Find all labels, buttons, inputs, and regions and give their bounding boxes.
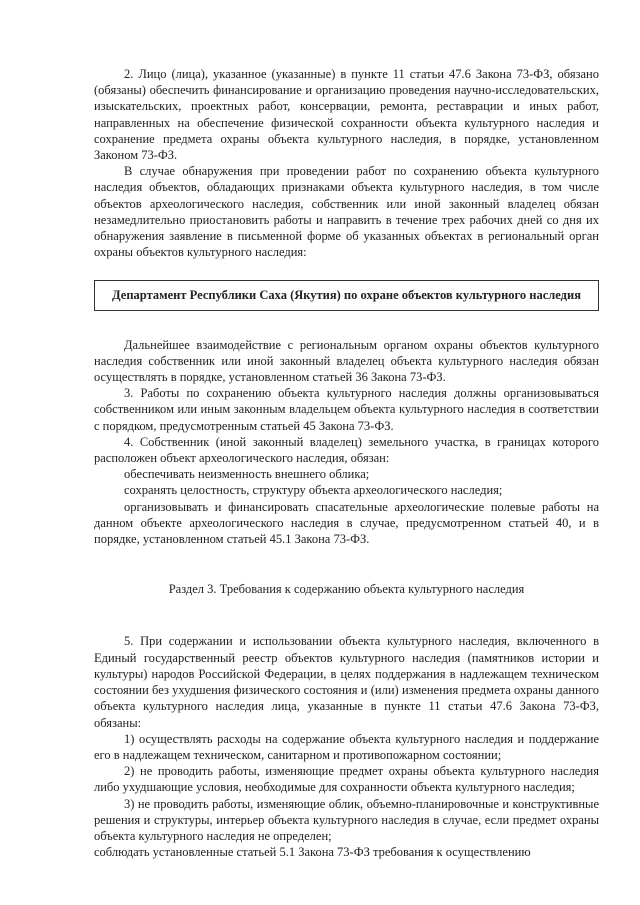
document-body — [94, 66, 599, 860]
paragraph-2: 2. Лицо (лица), указанное (указанные) в пункте 11 статьи 47.6 Закона 73-ФЗ, обязано (обязаны) обеспечить финансирование и организацию проведения научно-исследовательских, изыскательских, проектных работ, консервации, ремонта, реставрации и иных работ, направленных на обеспечение физической сохранности объекта культурного наследия и сохранение предмета охраны объекта культурного наследия, в порядке, установленном Законом 73-ФЗ. — [94, 67, 599, 163]
authority-title: Департамент Республики Саха (Якутия) по охране объектов культурного наследия — [112, 288, 581, 303]
section-heading: Раздел 3. Требования к содержанию объекта культурного наследия — [168, 582, 525, 597]
list-item: 2) не проводить работы, изменяющие предмет охраны объекта культурного наследия либо ухудшающие условия, необходимые для сохранности объекта культурного наследия; — [94, 764, 599, 795]
list-item: сохранять целостность, структуру объекта археологического наследия; — [124, 483, 503, 498]
paragraph-discovery: В случае обнаружения при проведении работ по сохранению объекта культурного наследия объектов, обладающих признаками объекта культурного наследия, в том числе объектов археологического наследия, собственник или иной законный владелец обязан незамедлительно приостановить работы и направить в течение трех рабочих дней со дня их обнаружения заявление в письменной форме об указанных объектах в региональный орган охраны объектов культурного наследия: — [94, 164, 599, 260]
list-item: 1) осуществлять расходы на содержание объекта культурного наследия и поддержание его в надлежащем техническом, санитарном и противопожарном состоянии; — [94, 731, 599, 762]
list-item: 3) не проводить работы, изменяющие облик, объемно-планировочные и конструктивные решения и структуры, интерьер объекта культурного наследия в случае, если предмет охраны объекта культурного наследия не определен; — [94, 796, 599, 843]
paragraph-5: 5. При содержании и использовании объекта культурного наследия, включенного в Единый государственный реестр объектов культурного наследия (памятников истории и культуры) народов Российской Федерации, в целях поддержания в надлежащем техническом состоянии без ухудшения физического состояния и (или) изменения предмета охраны данного объекта культурного наследия лица, указанные в пункте 11 статьи 47.6 Закона 73-ФЗ, обязаны: — [94, 634, 599, 730]
paragraph-3: 3. Работы по сохранению объекта культурного наследия должны организовываться собственником или иным законным владельцем объекта культурного наследия в соответствии с порядком, предусмотренным статьей 45 Закона 73-ФЗ. — [94, 386, 599, 433]
paragraph-continuation: соблюдать установленные статьей 5.1 Закона 73-ФЗ требования к осуществлению — [94, 845, 531, 860]
list-item: организовывать и финансировать спасательные археологические полевые работы на данном объекте археологического наследия в случае, предусмотренном статьей 40, и в порядке, установленном статьей 45.1 Закона 73-ФЗ. — [94, 499, 599, 547]
paragraph-4: 4. Собственник (иной законный владелец) земельного участка, в границах которого расположен объект археологического наследия, обязан: — [94, 434, 599, 466]
list-item: обеспечивать неизменность внешнего облика; — [124, 467, 370, 482]
authority-box — [94, 280, 599, 310]
paragraph-interaction: Дальнейшее взаимодействие с региональным органом охраны объектов культурного наследия собственник или иной законный владелец объекта культурного наследия обязан осуществлять в порядке, установленном статьей 36 Закона 73-ФЗ. — [94, 337, 599, 385]
